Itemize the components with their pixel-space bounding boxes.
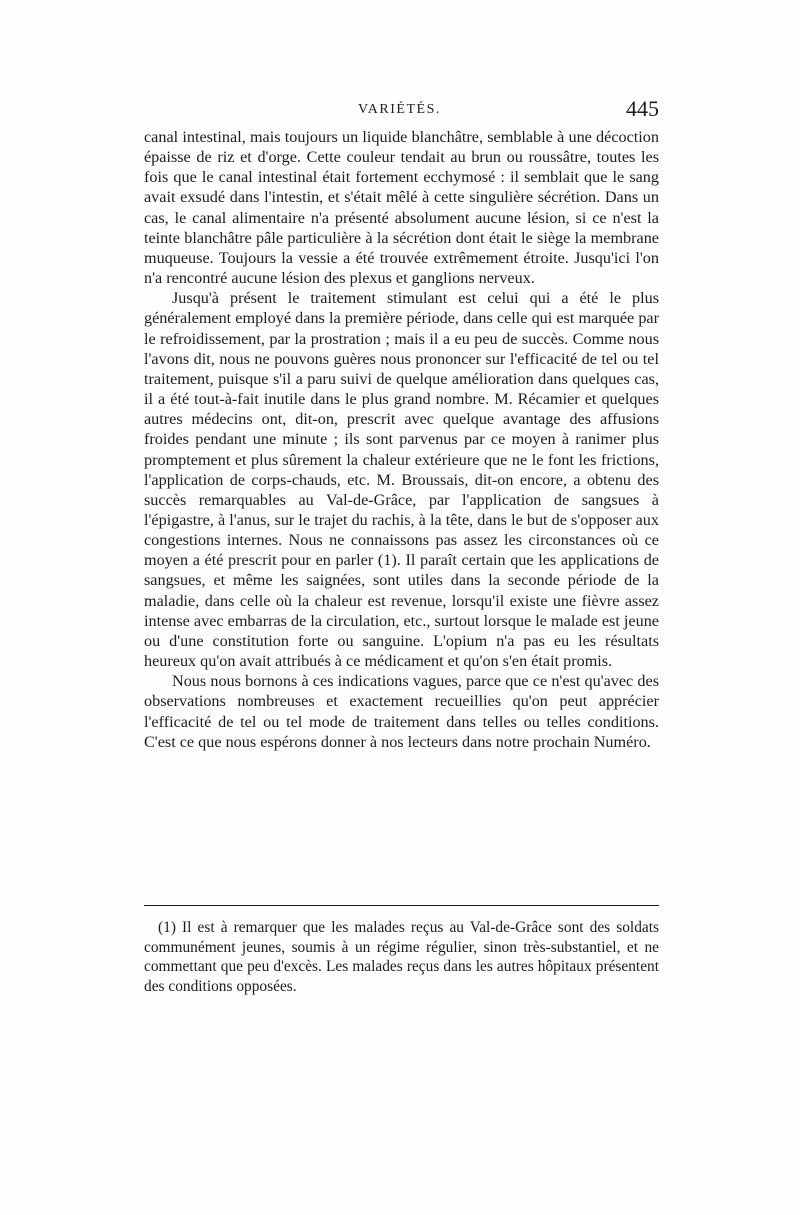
footnote-rule <box>144 905 659 906</box>
footnote <box>144 918 659 997</box>
body-text <box>144 127 659 752</box>
running-head <box>144 96 659 126</box>
paragraph-continuation: canal intestinal, mais toujours un liquide blanchâtre, semblable à une décoction épaisse de riz et d'orge. Cette couleur tendait au brun ou roussâtre, toutes les fois que le canal intestinal était fortement ecchymosé : il semblait que le sang avait exsudé dans l'intestin, et s'était mêlé à cette singulière sécrétion. Dans un cas, le canal alimentaire n'a présenté absolument aucune lésion, si ce n'est la teinte blanchâtre pâle particulière à la sécrétion dont était le siège la membrane muqueuse. Toujours la vessie a été trouvée extrêmement étroite. Jusqu'ici l'on n'a rencontré aucune lésion des plexus et ganglions nerveux. <box>144 128 659 288</box>
paragraph-conclusion: Nous nous bornons à ces indications vagues, parce que ce n'est qu'avec des observations nombreuses et exactement recueillies qu'on peut apprécier l'efficacité de tel ou tel mode de traitement dans telles ou telles conditions. C'est ce que nous espérons donner à nos lecteurs dans notre prochain Numéro. <box>144 672 659 751</box>
paragraph-treatment: Jusqu'à présent le traitement stimulant est celui qui a été le plus généralement employé dans la première période, dans celle qui est marquée par le refroidissement, par la prostration ; mais il a eu peu de succès. Comme nous l'avons dit, nous ne pouvons guères nous prononcer sur l'efficacité de tel ou tel traitement, puisque s'il a paru suivi de quelque amélioration dans quelques cas, il a été tout-à-fait inutile dans le plus grand nombre. M. Récamier et quelques autres médecins ont, dit-on, prescrit avec quelque avantage des affusions froides pendant une minute ; ils sont parvenus par ce moyen à ranimer plus promptement et plus sûrement la chaleur extérieure que ne le font les frictions, l'application de corps-chauds, etc. M. Broussais, dit-on encore, a obtenu des succès remarquables au Val-de-Grâce, par l'application de sangsues à l'épigastre, à l'anus, sur le trajet du rachis, à la tête, dans le but de s'opposer aux congestions internes. Nous ne connaissons pas assez les circonstances où ce moyen a été prescrit pour en parler (1). Il paraît certain que les applications de sangsues, et même les saignées, sont utiles dans la seconde période de la maladie, dans celle où la chaleur est revenue, lorsqu'il existe une fièvre assez intense avec embarras de la circulation, etc., surtout lorsque le malade est jeune ou d'une constitution forte ou sanguine. L'opium n'a pas eu les résultats heureux qu'on avait attribués à ce médicament et qu'on s'en était promis. <box>144 289 659 671</box>
running-title: VARIÉTÉS. <box>358 102 441 117</box>
page-number: 445 <box>626 96 659 121</box>
footnote-text: (1) Il est à remarquer que les malades reçus au Val-de-Grâce sont des soldats communément jeunes, soumis à un régime régulier, sinon très-substantiel, et ne commettant que peu d'excès. Les malades reçus dans les autres hôpitaux présentent des conditions opposées. <box>144 919 659 996</box>
